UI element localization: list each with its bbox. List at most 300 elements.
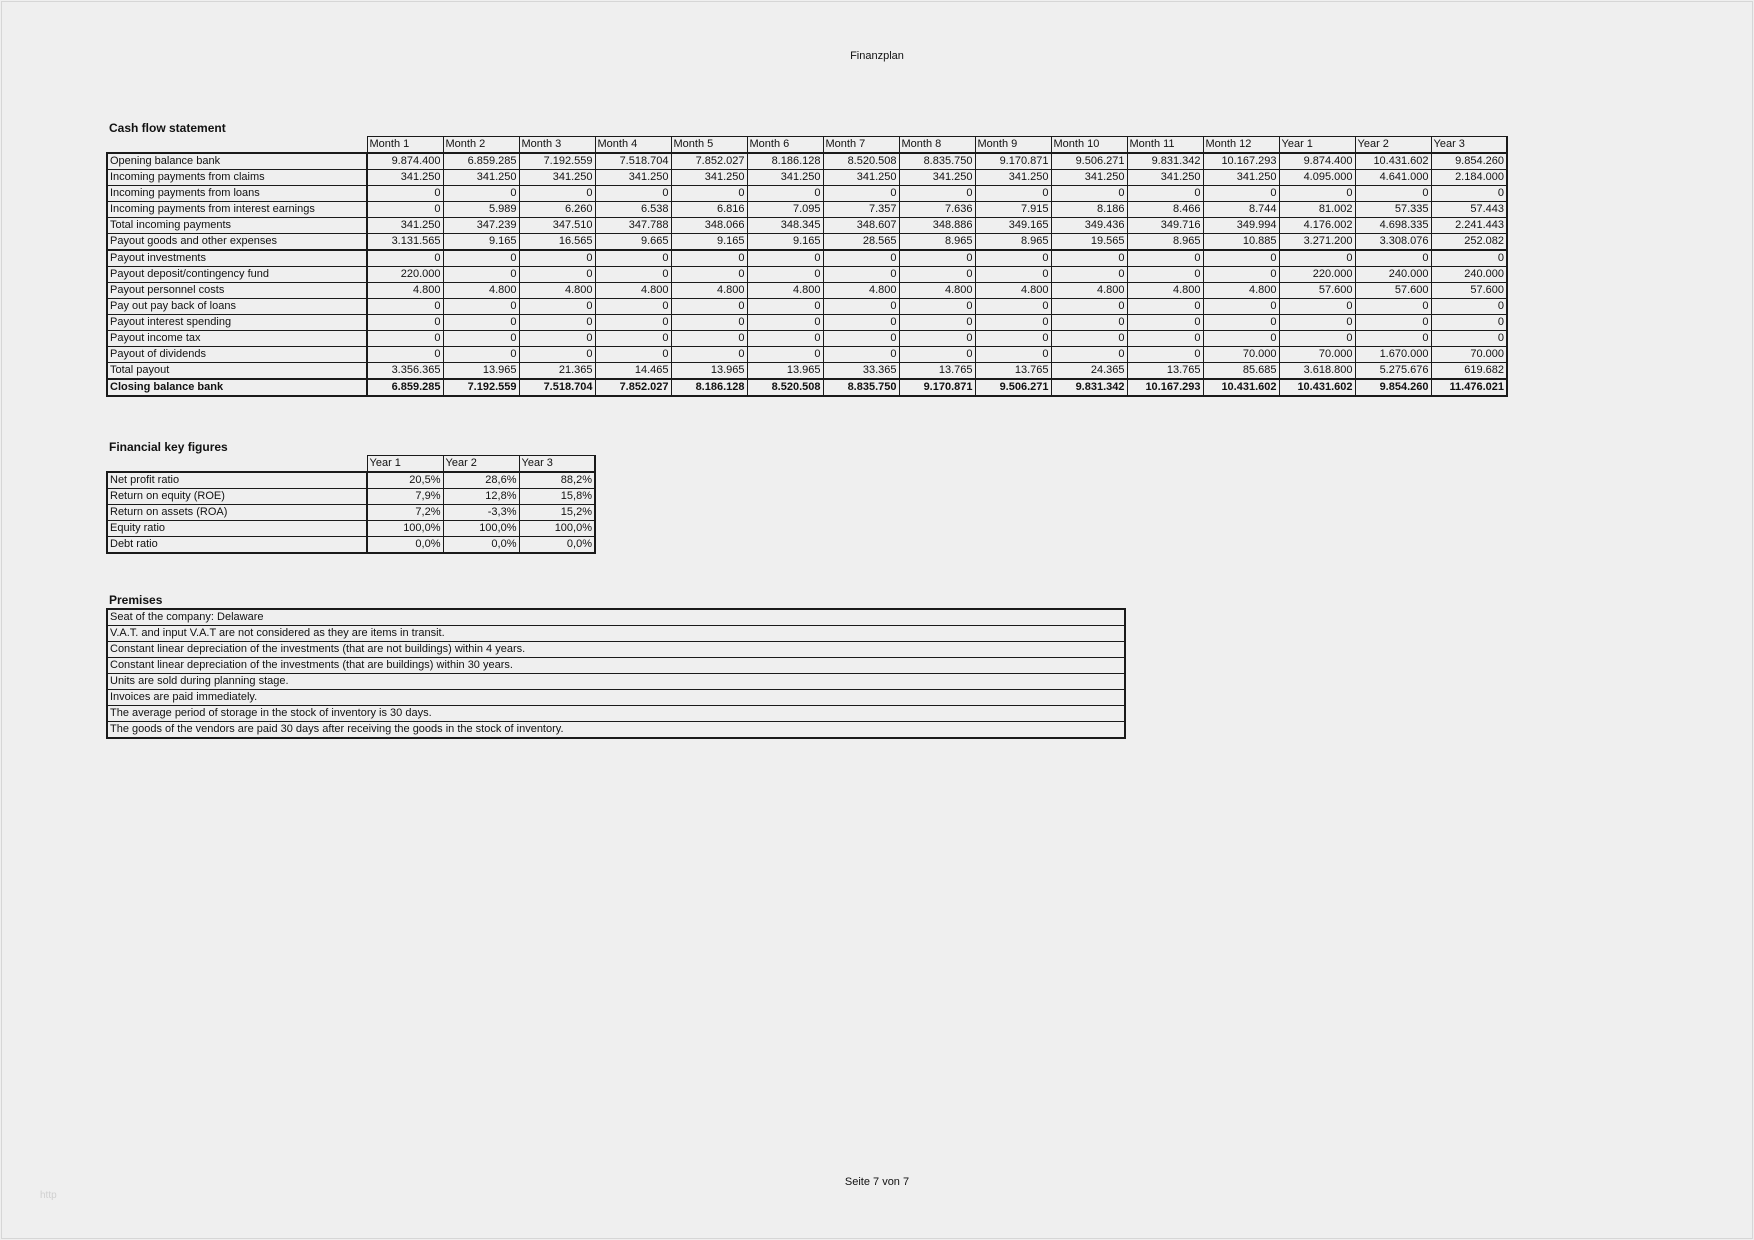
kf-value-cell: -3,3% bbox=[443, 505, 519, 521]
cf-value-cell: 13.765 bbox=[1127, 363, 1203, 380]
cf-value-cell: 0 bbox=[671, 250, 747, 267]
cf-table-row bbox=[107, 234, 1507, 251]
cf-value-cell: 13.765 bbox=[899, 363, 975, 380]
cf-value-cell: 8.466 bbox=[1127, 202, 1203, 218]
cf-value-cell: 0 bbox=[1051, 299, 1127, 315]
cf-value-cell: 0 bbox=[975, 267, 1051, 283]
kf-value-cell: 20,5% bbox=[367, 472, 443, 489]
cf-row-label: Payout interest spending bbox=[107, 315, 367, 331]
kf-table-row bbox=[107, 489, 595, 505]
cf-value-cell: 8.965 bbox=[975, 234, 1051, 251]
kf-corner-cell bbox=[107, 456, 367, 473]
cf-value-cell: 0 bbox=[747, 267, 823, 283]
cf-value-cell: 0 bbox=[1127, 250, 1203, 267]
cf-value-cell: 0 bbox=[1203, 299, 1279, 315]
cf-value-cell: 341.250 bbox=[595, 170, 671, 186]
cf-value-cell: 2.241.443 bbox=[1431, 218, 1507, 234]
cf-row-label: Payout goods and other expenses bbox=[107, 234, 367, 251]
cf-value-cell: 349.165 bbox=[975, 218, 1051, 234]
cf-row-label: Total incoming payments bbox=[107, 218, 367, 234]
cf-table-row bbox=[107, 153, 1507, 170]
kf-value-cell: 100,0% bbox=[519, 521, 595, 537]
cf-value-cell: 13.965 bbox=[671, 363, 747, 380]
cf-value-cell: 252.082 bbox=[1431, 234, 1507, 251]
kf-row-label: Net profit ratio bbox=[107, 472, 367, 489]
cf-value-cell: 13.965 bbox=[443, 363, 519, 380]
kf-table-row bbox=[107, 537, 595, 554]
cf-value-cell: 9.506.271 bbox=[1051, 153, 1127, 170]
cf-value-cell: 3.131.565 bbox=[367, 234, 443, 251]
cf-table-row bbox=[107, 170, 1507, 186]
cf-table-row bbox=[107, 186, 1507, 202]
cf-value-cell: 0 bbox=[519, 250, 595, 267]
cf-value-cell: 81.002 bbox=[1279, 202, 1355, 218]
cf-value-cell: 3.356.365 bbox=[367, 363, 443, 380]
cf-value-cell: 349.436 bbox=[1051, 218, 1127, 234]
cf-value-cell: 0 bbox=[1127, 347, 1203, 363]
cf-value-cell: 4.641.000 bbox=[1355, 170, 1431, 186]
cf-table-row bbox=[107, 379, 1507, 396]
cf-value-cell: 0 bbox=[823, 186, 899, 202]
cf-value-cell: 28.565 bbox=[823, 234, 899, 251]
cf-value-cell: 10.167.293 bbox=[1203, 153, 1279, 170]
cf-value-cell: 8.520.508 bbox=[823, 153, 899, 170]
cf-value-cell: 8.835.750 bbox=[899, 153, 975, 170]
cf-value-cell: 10.431.602 bbox=[1203, 379, 1279, 396]
kf-value-cell: 0,0% bbox=[443, 537, 519, 554]
cf-value-cell: 4.176.002 bbox=[1279, 218, 1355, 234]
cf-value-cell: 6.859.285 bbox=[367, 379, 443, 396]
cf-value-cell: 0 bbox=[367, 331, 443, 347]
cf-value-cell: 7.915 bbox=[975, 202, 1051, 218]
cf-value-cell: 0 bbox=[1203, 267, 1279, 283]
cf-value-cell: 0 bbox=[1051, 267, 1127, 283]
premise-text: Constant linear depreciation of the investments (that are buildings) within 30 years. bbox=[107, 658, 1125, 674]
cf-value-cell: 8.965 bbox=[899, 234, 975, 251]
cf-value-cell: 0 bbox=[367, 202, 443, 218]
watermark: http bbox=[40, 1190, 57, 1201]
cf-value-cell: 8.835.750 bbox=[823, 379, 899, 396]
cf-row-label: Incoming payments from loans bbox=[107, 186, 367, 202]
cf-value-cell: 70.000 bbox=[1203, 347, 1279, 363]
cf-value-cell: 0 bbox=[1051, 186, 1127, 202]
cf-value-cell: 4.800 bbox=[823, 283, 899, 299]
cf-value-cell: 220.000 bbox=[1279, 267, 1355, 283]
cf-value-cell: 0 bbox=[975, 331, 1051, 347]
cf-table-row bbox=[107, 347, 1507, 363]
key-figures-title: Financial key figures bbox=[109, 440, 228, 454]
cf-value-cell: 8.186.128 bbox=[747, 153, 823, 170]
kf-header-row bbox=[107, 456, 595, 473]
cf-value-cell: 341.250 bbox=[899, 170, 975, 186]
cf-value-cell: 8.965 bbox=[1127, 234, 1203, 251]
cf-value-cell: 240.000 bbox=[1431, 267, 1507, 283]
cf-value-cell: 0 bbox=[595, 347, 671, 363]
cf-value-cell: 0 bbox=[747, 186, 823, 202]
cf-corner-cell bbox=[107, 137, 367, 154]
cf-value-cell: 0 bbox=[1051, 250, 1127, 267]
cf-value-cell: 347.239 bbox=[443, 218, 519, 234]
cf-row-label: Incoming payments from interest earnings bbox=[107, 202, 367, 218]
kf-value-cell: 15,8% bbox=[519, 489, 595, 505]
cf-value-cell: 7.192.559 bbox=[443, 379, 519, 396]
premise-row bbox=[107, 674, 1125, 690]
cf-column-header: Month 7 bbox=[823, 137, 899, 154]
cf-value-cell: 0 bbox=[1279, 315, 1355, 331]
cf-value-cell: 0 bbox=[367, 347, 443, 363]
cf-value-cell: 5.989 bbox=[443, 202, 519, 218]
cf-value-cell: 341.250 bbox=[671, 170, 747, 186]
premises-table bbox=[106, 608, 1126, 739]
cf-table-row bbox=[107, 331, 1507, 347]
cf-value-cell: 0 bbox=[443, 315, 519, 331]
cf-value-cell: 0 bbox=[975, 250, 1051, 267]
cf-value-cell: 9.170.871 bbox=[975, 153, 1051, 170]
cf-value-cell: 0 bbox=[1279, 331, 1355, 347]
cf-value-cell: 0 bbox=[899, 186, 975, 202]
cf-header-row bbox=[107, 137, 1507, 154]
premises-title: Premises bbox=[109, 593, 163, 607]
cf-value-cell: 0 bbox=[975, 299, 1051, 315]
cf-value-cell: 2.184.000 bbox=[1431, 170, 1507, 186]
cf-value-cell: 0 bbox=[823, 347, 899, 363]
cf-value-cell: 21.365 bbox=[519, 363, 595, 380]
cf-value-cell: 0 bbox=[1279, 299, 1355, 315]
cf-value-cell: 0 bbox=[899, 250, 975, 267]
cf-value-cell: 0 bbox=[1355, 299, 1431, 315]
cf-column-header: Month 6 bbox=[747, 137, 823, 154]
cf-value-cell: 347.788 bbox=[595, 218, 671, 234]
cf-value-cell: 0 bbox=[1051, 331, 1127, 347]
cf-value-cell: 341.250 bbox=[367, 218, 443, 234]
cf-value-cell: 0 bbox=[899, 315, 975, 331]
cf-value-cell: 341.250 bbox=[1203, 170, 1279, 186]
cf-value-cell: 85.685 bbox=[1203, 363, 1279, 380]
cf-table-row bbox=[107, 202, 1507, 218]
cf-value-cell: 9.506.271 bbox=[975, 379, 1051, 396]
cf-value-cell: 349.994 bbox=[1203, 218, 1279, 234]
cf-value-cell: 0 bbox=[823, 267, 899, 283]
cf-value-cell: 0 bbox=[975, 186, 1051, 202]
cf-value-cell: 4.800 bbox=[519, 283, 595, 299]
cf-table-row bbox=[107, 250, 1507, 267]
cf-value-cell: 4.800 bbox=[1127, 283, 1203, 299]
cf-value-cell: 4.800 bbox=[443, 283, 519, 299]
cf-value-cell: 0 bbox=[671, 299, 747, 315]
premise-text: Invoices are paid immediately. bbox=[107, 690, 1125, 706]
cf-value-cell: 0 bbox=[443, 331, 519, 347]
kf-row-label: Debt ratio bbox=[107, 537, 367, 554]
cf-row-label: Payout personnel costs bbox=[107, 283, 367, 299]
cf-value-cell: 13.965 bbox=[747, 363, 823, 380]
cf-value-cell: 0 bbox=[747, 331, 823, 347]
cf-value-cell: 0 bbox=[1051, 347, 1127, 363]
cf-value-cell: 0 bbox=[443, 347, 519, 363]
cf-value-cell: 9.874.400 bbox=[1279, 153, 1355, 170]
cf-table-row bbox=[107, 315, 1507, 331]
cf-value-cell: 0 bbox=[1127, 331, 1203, 347]
cf-value-cell: 4.800 bbox=[367, 283, 443, 299]
cf-value-cell: 349.716 bbox=[1127, 218, 1203, 234]
cf-value-cell: 341.250 bbox=[519, 170, 595, 186]
premise-text: The average period of storage in the stock of inventory is 30 days. bbox=[107, 706, 1125, 722]
cf-table-row bbox=[107, 363, 1507, 380]
cf-value-cell: 0 bbox=[367, 299, 443, 315]
premise-row bbox=[107, 658, 1125, 674]
kf-value-cell: 0,0% bbox=[519, 537, 595, 554]
cf-value-cell: 0 bbox=[595, 331, 671, 347]
kf-value-cell: 100,0% bbox=[443, 521, 519, 537]
cf-value-cell: 57.443 bbox=[1431, 202, 1507, 218]
cf-value-cell: 0 bbox=[519, 267, 595, 283]
cf-value-cell: 0 bbox=[899, 331, 975, 347]
cf-value-cell: 0 bbox=[747, 250, 823, 267]
premise-row bbox=[107, 642, 1125, 658]
cf-column-header: Year 1 bbox=[1279, 137, 1355, 154]
cf-value-cell: 240.000 bbox=[1355, 267, 1431, 283]
kf-column-header: Year 1 bbox=[367, 456, 443, 473]
kf-value-cell: 12,8% bbox=[443, 489, 519, 505]
cf-value-cell: 0 bbox=[1431, 250, 1507, 267]
cf-value-cell: 0 bbox=[671, 347, 747, 363]
premise-row bbox=[107, 626, 1125, 642]
kf-value-cell: 7,2% bbox=[367, 505, 443, 521]
cf-value-cell: 348.886 bbox=[899, 218, 975, 234]
premise-text: V.A.T. and input V.A.T are not considered as they are items in transit. bbox=[107, 626, 1125, 642]
cf-value-cell: 10.431.602 bbox=[1355, 153, 1431, 170]
cf-value-cell: 0 bbox=[823, 250, 899, 267]
cf-value-cell: 0 bbox=[1051, 315, 1127, 331]
cf-value-cell: 0 bbox=[1203, 250, 1279, 267]
cf-column-header: Month 3 bbox=[519, 137, 595, 154]
cf-value-cell: 6.538 bbox=[595, 202, 671, 218]
cf-column-header: Month 4 bbox=[595, 137, 671, 154]
cf-value-cell: 0 bbox=[595, 315, 671, 331]
cf-value-cell: 0 bbox=[1355, 186, 1431, 202]
cf-value-cell: 57.600 bbox=[1279, 283, 1355, 299]
cf-value-cell: 0 bbox=[671, 267, 747, 283]
cf-value-cell: 0 bbox=[823, 331, 899, 347]
cf-column-header: Month 12 bbox=[1203, 137, 1279, 154]
cf-value-cell: 0 bbox=[1355, 315, 1431, 331]
cf-value-cell: 341.250 bbox=[443, 170, 519, 186]
cf-value-cell: 0 bbox=[1431, 315, 1507, 331]
cf-value-cell: 1.670.000 bbox=[1355, 347, 1431, 363]
cf-value-cell: 0 bbox=[823, 315, 899, 331]
cf-value-cell: 19.565 bbox=[1051, 234, 1127, 251]
cash-flow-title: Cash flow statement bbox=[109, 121, 226, 135]
cf-value-cell: 7.852.027 bbox=[671, 153, 747, 170]
cf-column-header: Year 2 bbox=[1355, 137, 1431, 154]
kf-value-cell: 7,9% bbox=[367, 489, 443, 505]
cf-value-cell: 7.636 bbox=[899, 202, 975, 218]
cf-value-cell: 0 bbox=[519, 331, 595, 347]
cf-value-cell: 0 bbox=[1127, 267, 1203, 283]
cf-value-cell: 9.165 bbox=[747, 234, 823, 251]
cf-value-cell: 341.250 bbox=[975, 170, 1051, 186]
cf-value-cell: 0 bbox=[595, 267, 671, 283]
cf-value-cell: 10.431.602 bbox=[1279, 379, 1355, 396]
cf-value-cell: 0 bbox=[823, 299, 899, 315]
cf-row-label: Payout of dividends bbox=[107, 347, 367, 363]
cf-value-cell: 341.250 bbox=[367, 170, 443, 186]
kf-table-row bbox=[107, 472, 595, 489]
cf-value-cell: 0 bbox=[443, 250, 519, 267]
cf-value-cell: 4.800 bbox=[747, 283, 823, 299]
cf-value-cell: 4.698.335 bbox=[1355, 218, 1431, 234]
cf-row-label: Total payout bbox=[107, 363, 367, 380]
cf-value-cell: 0 bbox=[1355, 331, 1431, 347]
cf-value-cell: 0 bbox=[1127, 186, 1203, 202]
kf-value-cell: 15,2% bbox=[519, 505, 595, 521]
cf-value-cell: 341.250 bbox=[1127, 170, 1203, 186]
cf-value-cell: 341.250 bbox=[1051, 170, 1127, 186]
cf-value-cell: 8.744 bbox=[1203, 202, 1279, 218]
cf-value-cell: 348.345 bbox=[747, 218, 823, 234]
cf-value-cell: 16.565 bbox=[519, 234, 595, 251]
cf-table-row bbox=[107, 283, 1507, 299]
kf-column-header: Year 2 bbox=[443, 456, 519, 473]
cf-column-header: Month 11 bbox=[1127, 137, 1203, 154]
cf-value-cell: 619.682 bbox=[1431, 363, 1507, 380]
cf-column-header: Month 5 bbox=[671, 137, 747, 154]
cf-table-row bbox=[107, 267, 1507, 283]
cf-value-cell: 0 bbox=[899, 347, 975, 363]
key-figures-table bbox=[106, 455, 596, 554]
cf-value-cell: 8.186.128 bbox=[671, 379, 747, 396]
cf-column-header: Month 10 bbox=[1051, 137, 1127, 154]
cf-value-cell: 9.170.871 bbox=[899, 379, 975, 396]
cf-value-cell: 0 bbox=[595, 186, 671, 202]
cf-value-cell: 6.859.285 bbox=[443, 153, 519, 170]
cf-value-cell: 0 bbox=[1279, 250, 1355, 267]
cf-value-cell: 7.852.027 bbox=[595, 379, 671, 396]
cf-value-cell: 0 bbox=[747, 347, 823, 363]
cf-table-row bbox=[107, 299, 1507, 315]
cf-value-cell: 9.665 bbox=[595, 234, 671, 251]
cf-value-cell: 4.095.000 bbox=[1279, 170, 1355, 186]
kf-value-cell: 28,6% bbox=[443, 472, 519, 489]
cf-value-cell: 0 bbox=[443, 299, 519, 315]
cf-value-cell: 4.800 bbox=[1203, 283, 1279, 299]
cf-value-cell: 0 bbox=[1279, 186, 1355, 202]
cf-value-cell: 0 bbox=[519, 186, 595, 202]
cf-value-cell: 57.600 bbox=[1431, 283, 1507, 299]
cf-row-label: Payout deposit/contingency fund bbox=[107, 267, 367, 283]
cf-column-header: Month 9 bbox=[975, 137, 1051, 154]
cf-value-cell: 0 bbox=[899, 299, 975, 315]
cf-value-cell: 0 bbox=[1203, 315, 1279, 331]
cf-value-cell: 0 bbox=[443, 267, 519, 283]
kf-value-cell: 100,0% bbox=[367, 521, 443, 537]
cash-flow-table bbox=[106, 136, 1508, 397]
cf-value-cell: 9.874.400 bbox=[367, 153, 443, 170]
cf-value-cell: 3.308.076 bbox=[1355, 234, 1431, 251]
cf-table-row bbox=[107, 218, 1507, 234]
cf-value-cell: 341.250 bbox=[747, 170, 823, 186]
cf-value-cell: 0 bbox=[1431, 299, 1507, 315]
cf-value-cell: 13.765 bbox=[975, 363, 1051, 380]
premise-text: Units are sold during planning stage. bbox=[107, 674, 1125, 690]
cf-value-cell: 9.831.342 bbox=[1051, 379, 1127, 396]
cf-value-cell: 7.192.559 bbox=[519, 153, 595, 170]
cf-value-cell: 9.165 bbox=[443, 234, 519, 251]
premise-text: The goods of the vendors are paid 30 days after receiving the goods in the stock of inventory. bbox=[107, 722, 1125, 739]
cf-value-cell: 10.167.293 bbox=[1127, 379, 1203, 396]
premise-row bbox=[107, 706, 1125, 722]
cf-value-cell: 9.831.342 bbox=[1127, 153, 1203, 170]
cf-value-cell: 341.250 bbox=[823, 170, 899, 186]
cf-value-cell: 0 bbox=[671, 331, 747, 347]
cf-value-cell: 8.186 bbox=[1051, 202, 1127, 218]
cf-value-cell: 4.800 bbox=[671, 283, 747, 299]
cf-value-cell: 220.000 bbox=[367, 267, 443, 283]
cf-row-label: Opening balance bank bbox=[107, 153, 367, 170]
cf-value-cell: 0 bbox=[975, 347, 1051, 363]
cf-row-label: Closing balance bank bbox=[107, 379, 367, 396]
cf-value-cell: 0 bbox=[1355, 250, 1431, 267]
cf-value-cell: 0 bbox=[1127, 299, 1203, 315]
kf-row-label: Equity ratio bbox=[107, 521, 367, 537]
cf-value-cell: 7.518.704 bbox=[519, 379, 595, 396]
cf-value-cell: 0 bbox=[519, 347, 595, 363]
cf-value-cell: 9.854.260 bbox=[1355, 379, 1431, 396]
cf-value-cell: 4.800 bbox=[975, 283, 1051, 299]
cf-value-cell: 4.800 bbox=[1051, 283, 1127, 299]
cf-value-cell: 3.271.200 bbox=[1279, 234, 1355, 251]
kf-value-cell: 88,2% bbox=[519, 472, 595, 489]
cf-value-cell: 33.365 bbox=[823, 363, 899, 380]
cf-value-cell: 348.066 bbox=[671, 218, 747, 234]
cf-value-cell: 0 bbox=[1203, 331, 1279, 347]
cf-value-cell: 347.510 bbox=[519, 218, 595, 234]
premise-row bbox=[107, 722, 1125, 739]
cf-value-cell: 24.365 bbox=[1051, 363, 1127, 380]
cf-value-cell: 3.618.800 bbox=[1279, 363, 1355, 380]
premise-row bbox=[107, 609, 1125, 626]
cf-value-cell: 0 bbox=[1431, 186, 1507, 202]
cf-value-cell: 9.165 bbox=[671, 234, 747, 251]
page-footer: Seite 7 von 7 bbox=[844, 1176, 910, 1188]
cf-value-cell: 0 bbox=[671, 315, 747, 331]
cf-value-cell: 7.357 bbox=[823, 202, 899, 218]
cf-value-cell: 0 bbox=[443, 186, 519, 202]
cf-value-cell: 0 bbox=[671, 186, 747, 202]
cf-value-cell: 14.465 bbox=[595, 363, 671, 380]
cf-value-cell: 7.095 bbox=[747, 202, 823, 218]
kf-row-label: Return on assets (ROA) bbox=[107, 505, 367, 521]
cf-value-cell: 4.800 bbox=[595, 283, 671, 299]
cf-value-cell: 57.335 bbox=[1355, 202, 1431, 218]
cf-value-cell: 7.518.704 bbox=[595, 153, 671, 170]
cf-value-cell: 348.607 bbox=[823, 218, 899, 234]
cf-value-cell: 0 bbox=[1203, 186, 1279, 202]
cf-value-cell: 0 bbox=[747, 315, 823, 331]
cf-column-header: Month 8 bbox=[899, 137, 975, 154]
cf-value-cell: 70.000 bbox=[1279, 347, 1355, 363]
cf-row-label: Pay out pay back of loans bbox=[107, 299, 367, 315]
cf-value-cell: 5.275.676 bbox=[1355, 363, 1431, 380]
cf-value-cell: 0 bbox=[1431, 331, 1507, 347]
cf-value-cell: 6.816 bbox=[671, 202, 747, 218]
premise-text: Constant linear depreciation of the investments (that are not buildings) within 4 years. bbox=[107, 642, 1125, 658]
cf-row-label: Incoming payments from claims bbox=[107, 170, 367, 186]
cf-column-header: Year 3 bbox=[1431, 137, 1507, 154]
cf-row-label: Payout investments bbox=[107, 250, 367, 267]
cf-value-cell: 0 bbox=[519, 299, 595, 315]
cf-value-cell: 0 bbox=[899, 267, 975, 283]
cf-row-label: Payout income tax bbox=[107, 331, 367, 347]
